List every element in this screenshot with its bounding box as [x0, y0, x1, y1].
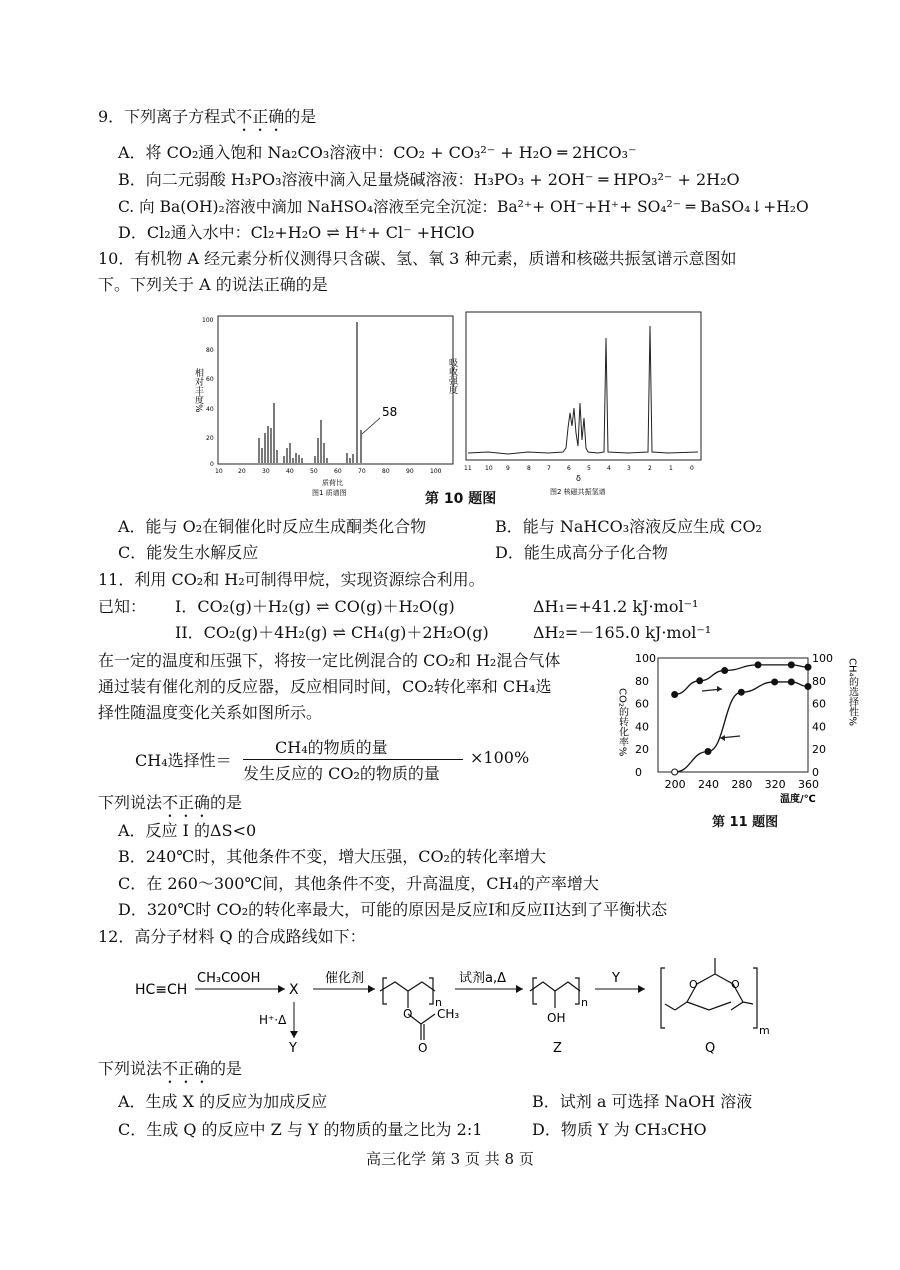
chart-ytick-left: 20	[635, 743, 649, 757]
q11-option-d: D．320℃时 CO₂的转化率最大，可能的原因是反应I和反应II达到了平衡状态	[118, 900, 668, 919]
route-q: Q	[705, 1041, 716, 1056]
bracket-left	[383, 978, 387, 1004]
q10-option-b: B．能与 NaHCO₃溶液反应生成 CO₂	[495, 517, 762, 536]
route-arrow-1-head	[278, 985, 285, 993]
chart-xlabel: 温度/℃	[780, 794, 816, 805]
chart-ylabel-left: CO₂的转化率%	[616, 688, 628, 757]
ms-xtick: 80	[382, 468, 390, 475]
q11-reaction-1-dh: ΔH₁=+41.2 kJ·mol⁻¹	[533, 597, 699, 616]
chart-xtick: 240	[698, 778, 719, 791]
chart-ytick-right: 80	[812, 674, 826, 688]
nmr-xtick: 8	[527, 465, 531, 472]
formula-lhs: CH₄选择性＝	[135, 751, 232, 770]
q11-desc-3: 择性随温度变化关系如图所示。	[98, 703, 323, 722]
chart-ytick-right: 0	[812, 766, 819, 779]
ms-xtick: 100	[430, 468, 442, 475]
chart-point	[788, 662, 794, 668]
chart-ytick-right: 20	[812, 743, 826, 757]
polymer1-o: O	[403, 1007, 413, 1021]
ms-xticks	[215, 468, 442, 475]
q12-stem: 12．高分子材料 Q 的合成路线如下：	[98, 927, 366, 946]
q11-figure-caption: 第 11 题图	[712, 815, 779, 830]
bracket-right	[575, 978, 579, 1004]
polymer1-n: n	[435, 996, 442, 1009]
ring-bottom	[687, 1002, 731, 1010]
q12-option-d: D．物质 Y 为 CH₃CHO	[532, 1120, 707, 1139]
polymer-q	[661, 958, 757, 1028]
ms-ytick: 40	[206, 406, 214, 413]
route-reagent3: 试剂a,Δ	[459, 971, 506, 986]
bracket-left	[661, 968, 665, 1028]
chart-point	[705, 748, 711, 754]
q11-ask-pre: 下列说法	[98, 793, 163, 812]
q12-synthesis-route	[125, 948, 785, 1058]
q9-stem-post: 的是	[284, 107, 317, 126]
ms-xtick: 40	[286, 468, 294, 475]
q10-figure-caption: 第 10 题图	[425, 491, 497, 507]
ms-xtick: 10	[215, 468, 223, 475]
ms-ytick: 20	[206, 435, 214, 442]
q11-desc-1: 在一定的温度和压强下，将按一定比例混合的 CO₂和 H₂混合气体	[98, 651, 561, 670]
ms-ylabel: 相对丰度%	[193, 368, 203, 413]
ms-xlabel: 质荷比	[322, 479, 343, 487]
q11-option-c: C．在 260～300℃间，其他条件不变，升高温度，CH₄的产率增大	[118, 874, 599, 893]
q11-reaction-2-dh: ΔH₂=－165.0 kJ·mol⁻¹	[533, 623, 712, 642]
route-arrow-down-head	[290, 1031, 298, 1038]
ms-xtick: 30	[262, 468, 270, 475]
q12-ask-post: 的是	[210, 1059, 243, 1078]
q9-stem-pre: 9．下列离子方程式	[98, 107, 237, 126]
chart-point	[805, 684, 811, 690]
route-x: X	[289, 982, 299, 998]
chart-ytick-left: 40	[635, 720, 649, 734]
q11-reaction-2: II．CO₂(g)＋4H₂(g) ⇌ CH₄(g)＋2H₂O(g)	[175, 623, 489, 642]
ms-annot-58: 58	[382, 405, 398, 419]
ms-bars	[259, 322, 361, 463]
formula-numerator: CH₄的物质的量	[275, 738, 388, 757]
chart-ytick-left: 60	[635, 697, 649, 711]
route-cond-down: H⁺·Δ	[259, 1013, 287, 1027]
polymer-z	[530, 978, 580, 1008]
formula-bar	[243, 759, 463, 760]
ms-ytick: 60	[206, 376, 214, 383]
nmr-xtick: 7	[547, 465, 551, 472]
route-reactant: HC≡CH	[135, 982, 188, 998]
chart-yticks-left	[635, 652, 656, 779]
nmr-baseline	[468, 326, 698, 454]
q11-option-a: A．反应 I 的ΔS<0	[118, 821, 257, 840]
q11-ask-emph: 不正确	[162, 793, 211, 812]
nmr-xlabel: δ	[576, 474, 581, 483]
nmr-frame	[466, 312, 701, 460]
chart-ytick-right: 60	[812, 697, 826, 711]
bracket-left	[533, 978, 537, 1004]
page-footer: 高三化学 第 3 页 共 8 页	[366, 1150, 534, 1168]
q9-stem	[98, 106, 316, 135]
q10-stem-line2: 下。下列关于 A 的说法正确的是	[98, 275, 328, 294]
route-reagent1: CH₃COOH	[197, 971, 261, 986]
chart-series	[672, 662, 811, 775]
ms-ytick: 80	[206, 347, 214, 354]
q9-option-d: D．Cl₂通入水中：Cl₂+H₂O ⇌ H⁺+ Cl⁻ +HClO	[118, 223, 475, 242]
chart-ytick-right: 40	[812, 720, 826, 734]
chart-xtick: 360	[798, 778, 819, 791]
ms-xtick: 20	[238, 468, 246, 475]
polymer-z-n: n	[581, 996, 588, 1009]
q12-option-c: C．生成 Q 的反应中 Z 与 Y 的物质的量之比为 2:1	[118, 1120, 483, 1139]
bracket-right	[429, 978, 433, 1004]
polymer1-ch3: CH₃	[437, 1007, 460, 1021]
q9-stem-emph: 不正确	[236, 107, 285, 126]
chart-point	[672, 769, 678, 775]
mass-spectrum-figure	[190, 308, 460, 503]
q12-ask-emph: 不正确	[162, 1059, 211, 1078]
q11-selectivity-formula	[135, 735, 555, 785]
chart-point	[722, 668, 728, 674]
q9-option-a: A．将 CO₂通入饱和 Na₂CO₃溶液中：CO₂ + CO₃²⁻ + H₂O ═ 2HCO₃⁻	[118, 143, 637, 162]
nmr-xtick: 1	[669, 465, 673, 472]
chart-point	[738, 689, 744, 695]
q11-option-b: B．240℃时，其他条件不变，增大压强，CO₂的转化率增大	[118, 847, 546, 866]
chart-point	[755, 662, 761, 668]
nmr-xtick: 3	[627, 465, 631, 472]
ms-xtick: 90	[406, 468, 414, 475]
ms-ytick: 100	[202, 317, 214, 324]
ms-xtick: 50	[310, 468, 318, 475]
q11-desc-2: 通过装有催化剂的反应器，反应相同时间，CO₂转化率和 CH₄选	[98, 677, 552, 696]
chart-xtick: 200	[664, 778, 686, 791]
backbone	[380, 982, 435, 991]
nmr-xtick: 5	[587, 465, 591, 472]
q10-option-c: C．能发生水解反应	[118, 543, 259, 562]
polymer-q-o-right: O	[731, 978, 740, 991]
chart-point	[772, 679, 778, 685]
chart-xtick: 280	[731, 778, 753, 791]
chart-ytick-left: 100	[635, 652, 656, 665]
polymer-q-o-left: O	[689, 978, 698, 991]
q11-stem: 11．利用 CO₂和 H₂可制得甲烷，实现资源综合利用。	[98, 570, 485, 589]
q9-option-c: C. 向 Ba(OH)₂溶液中滴加 NaHSO₄溶液至完全沉淀：Ba²⁺+ OH⁻+H⁺+ SO₄²⁻ ═ BaSO₄↓+H₂O	[118, 198, 809, 216]
q11-reaction-1: I．CO₂(g)＋H₂(g) ⇌ CO(g)＋H₂O(g)	[175, 597, 455, 616]
route-z: Z	[553, 1041, 562, 1056]
chart-ytick-left: 80	[635, 674, 649, 688]
q11-ask-post: 的是	[210, 793, 243, 812]
chart-ytick-right: 100	[812, 652, 833, 665]
q11-chart	[618, 648, 863, 808]
q10-option-d: D．能生成高分子化合物	[495, 543, 668, 562]
chart-point	[672, 691, 678, 697]
q12-ask-pre: 下列说法	[98, 1059, 163, 1078]
ms-caption: 图1 质谱图	[312, 489, 347, 497]
ms-annot-arrow	[362, 418, 380, 434]
q11-ask	[98, 792, 242, 821]
formula-denominator: 发生反应的 CO₂的物质的量	[243, 764, 440, 783]
chart-ytick-left: 0	[635, 766, 642, 779]
chart-frame	[658, 658, 808, 772]
nmr-figure	[448, 308, 708, 503]
bracket-right	[753, 968, 757, 1028]
polymer-z-oh: OH	[547, 1011, 566, 1025]
polymer-q-m: m	[759, 1024, 770, 1037]
chart-point	[805, 664, 811, 670]
nmr-xticks	[464, 465, 694, 472]
polymer1-o2: O	[418, 1041, 428, 1055]
route-reagent4: Y	[612, 971, 620, 986]
chart-xtick: 320	[764, 778, 786, 791]
nmr-xtick: 6	[567, 465, 571, 472]
route-arrow-4-head	[638, 985, 645, 993]
nmr-xtick: 11	[464, 465, 472, 472]
chain-right	[743, 1002, 753, 1004]
chart-point	[697, 678, 703, 684]
ms-xtick: 70	[358, 468, 366, 475]
route-arrow-3-head	[516, 985, 523, 993]
ms-frame	[218, 316, 453, 464]
q12-ask	[98, 1058, 242, 1087]
nmr-xtick: 10	[485, 465, 493, 472]
formula-rhs: ×100%	[470, 748, 530, 767]
q11-known: 已知：	[98, 597, 147, 616]
chart-xticks	[665, 778, 819, 791]
nmr-ylabel: 吸收强度	[447, 358, 457, 394]
chart-arrow-right-head	[717, 686, 722, 692]
chart-yticks-right	[812, 652, 833, 779]
chart-point	[788, 679, 794, 685]
q12-option-a: A．生成 X 的反应为加成反应	[118, 1092, 328, 1111]
chart-ylabel-right: CH₄的选择性%	[846, 658, 858, 727]
nmr-xtick: 9	[506, 465, 510, 472]
ms-xtick: 60	[334, 468, 342, 475]
q9-option-b: B．向二元弱酸 H₃PO₃溶液中滴入足量烧碱溶液：H₃PO₃ + 2OH⁻ ═ HPO₃²⁻ + 2H₂O	[118, 170, 740, 189]
nmr-xtick: 2	[648, 465, 652, 472]
route-reagent2: 催化剂	[325, 971, 365, 986]
ms-ytick: 0	[210, 461, 214, 468]
route-y: Y	[289, 1041, 297, 1056]
nmr-caption: 图2 核磁共振氢谱	[550, 488, 606, 496]
chain-left	[665, 1004, 675, 1010]
nmr-xtick: 0	[690, 465, 694, 472]
nmr-xtick: 4	[607, 465, 611, 472]
route-arrow-2-head	[368, 985, 375, 993]
backbone	[530, 982, 580, 991]
q10-stem-line1: 10．有机物 A 经元素分析仪测得只含碳、氢、氧 3 种元素，质谱和核磁共振氢谱示意图如	[98, 249, 737, 268]
q12-option-b: B．试剂 a 可选择 NaOH 溶液	[532, 1092, 753, 1111]
ms-yticks	[202, 317, 214, 468]
q10-option-a: A．能与 O₂在铜催化时反应生成酮类化合物	[118, 517, 427, 536]
